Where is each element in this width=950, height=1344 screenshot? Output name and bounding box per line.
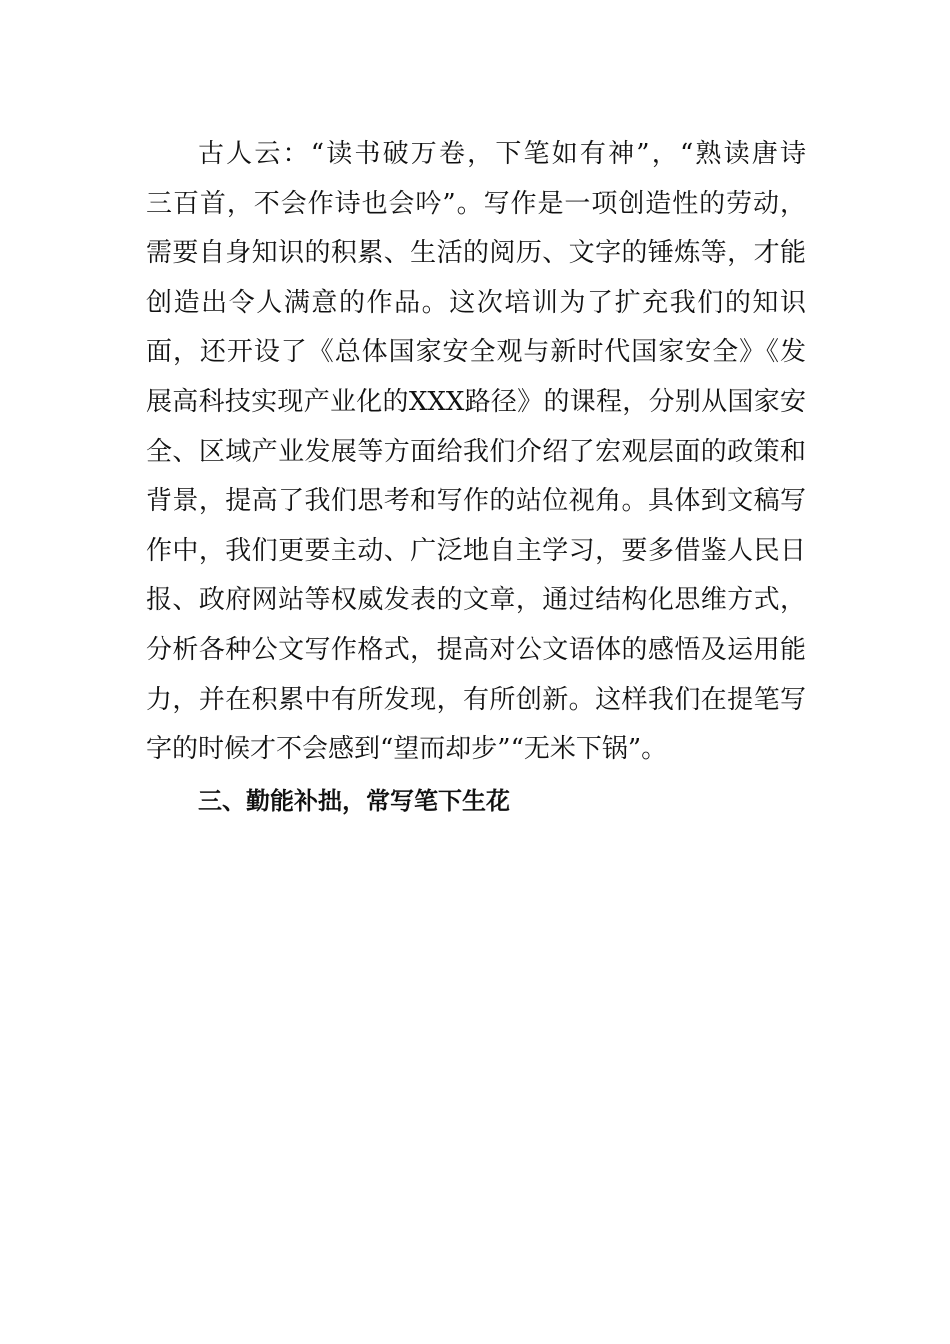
- paragraph-line: 全、区域产业发展等方面给我们介绍了宏观层面的政策和: [146, 436, 806, 467]
- paragraph-line: 背景，提高了我们思考和写作的站位视角。具体到文稿写: [146, 486, 806, 517]
- section-heading: 三、勤能补拙，常写笔下生花: [198, 787, 510, 815]
- paragraph-line: 分析各种公文写作格式，提高对公文语体的感悟及运用能: [146, 634, 806, 665]
- paragraph-line: 报、政府网站等权威发表的文章，通过结构化思维方式，: [146, 585, 806, 616]
- paragraph-line: 力，并在积累中有所发现，有所创新。这样我们在提笔写: [146, 684, 806, 715]
- paragraph-line: 面，还开设了《总体国家安全观与新时代国家安全》《发: [146, 337, 806, 368]
- paragraph-line: 展高科技实现产业化的XXX路径》的课程，分别从国家安: [146, 386, 806, 417]
- paragraph-line: 字的时候才不会感到“望而却步”“无米下锅”。: [146, 734, 668, 765]
- paragraph-line: 创造出令人满意的作品。这次培训为了扩充我们的知识: [146, 287, 806, 318]
- paragraph-line: 古人云：“读书破万卷，下笔如有神”，“熟读唐诗: [198, 139, 806, 169]
- paragraph-line: 三百首，不会作诗也会吟”。写作是一项创造性的劳动，: [146, 188, 806, 219]
- body-paragraph: [146, 130, 806, 775]
- paragraph-line: 作中，我们更要主动、广泛地自主学习，要多借鉴人民日: [146, 535, 806, 566]
- paragraph-line: 需要自身知识的积累、生活的阅历、文字的锤炼等，才能: [146, 238, 806, 269]
